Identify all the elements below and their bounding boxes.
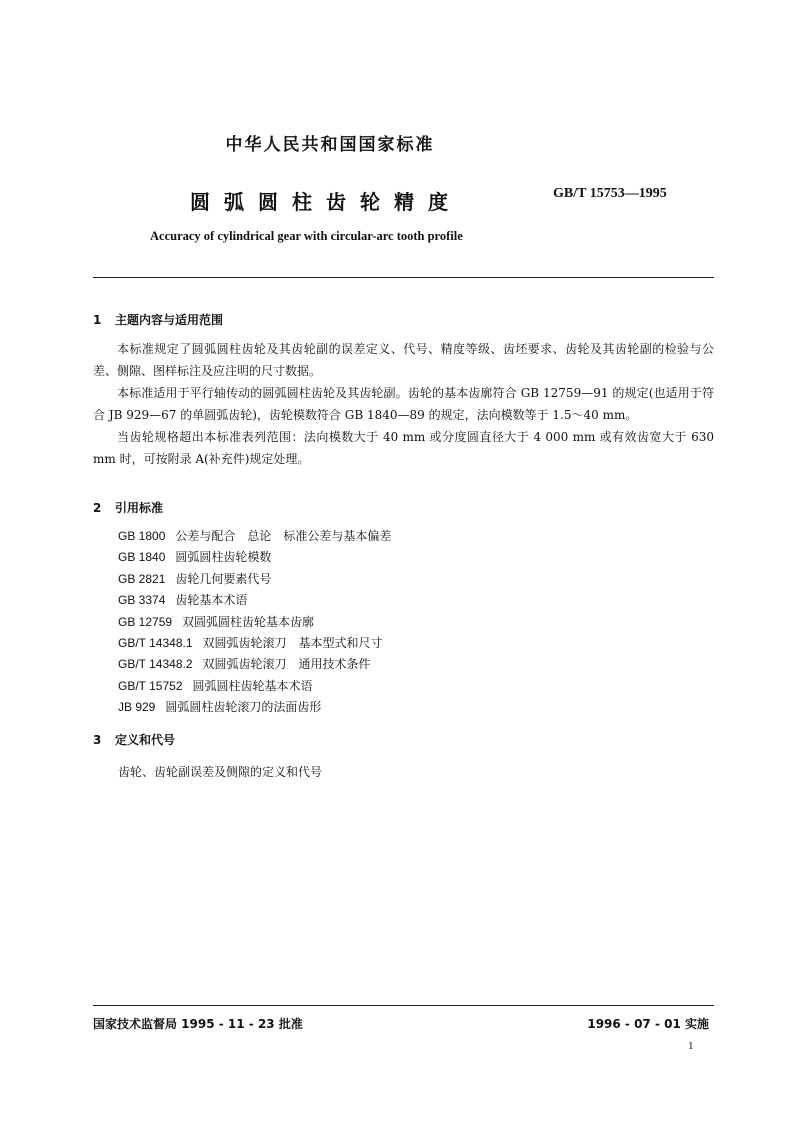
reference-title: 圆弧圆柱齿轮基本术语 [192,678,313,693]
national-standard-heading: 中华人民共和国国家标准 [225,135,435,155]
paragraph: 本标准适用于平行轴传动的圆弧圆柱齿轮及其齿轮副。齿轮的基本齿廓符合 GB 12759—91 的规定(也适用于符合 JB 929—67 的单圆弧齿轮)，齿轮模数符合 GB 1840—89 的规定，法向模数等于 1.5～40 mm。 [93,386,714,422]
reference-title: 双圆弧圆柱齿轮基本齿廓 [182,614,315,629]
reference-title: 双圆弧齿轮滚刀 基本型式和尺寸 [202,635,383,650]
section-title: 引用标准 [115,501,164,515]
section-3-heading [93,731,175,748]
paragraph: 当齿轮规格超出本标准表列范围：法向模数大于 40 mm 或分度圆直径大于 4 000 mm 或有效齿宽大于 630 mm 时，可按附录 A(补充件)规定处理。 [93,430,714,466]
list-item [118,590,391,611]
reference-code: GB 12759 [118,614,173,629]
reference-title: 圆弧圆柱齿轮模数 [175,550,272,565]
list-item [118,697,391,718]
section-title: 定义和代号 [115,733,176,747]
reference-title: 公差与配合 总论 标准公差与基本偏差 [175,529,392,543]
list-item [118,654,391,675]
reference-title: 圆弧圆柱齿轮滚刀的法面齿形 [165,700,322,715]
section-number: 3 [93,733,102,747]
list-item [118,612,391,633]
reference-code: JB 929 [118,700,156,715]
document-title: 圆弧圆柱齿轮精度 [190,190,462,214]
top-divider [93,277,714,278]
reference-code: GB 3374 [118,593,166,608]
reference-title: 齿轮几何要素代号 [175,571,272,586]
section-1-heading [93,311,223,328]
list-item [118,569,391,590]
reference-code: GB/T 14348.1 [118,635,193,650]
reference-code: GB 1840 [118,550,166,565]
list-item [118,633,391,654]
reference-code: GB/T 14348.2 [118,657,193,672]
reference-title: 齿轮基本术语 [175,593,248,608]
section-3-body: 齿轮、齿轮副误差及侧隙的定义和代号 [118,765,323,779]
section-title: 主题内容与适用范围 [115,313,224,327]
reference-list [118,526,391,719]
list-item [118,526,391,547]
implementation-text: 1996 - 07 - 01 实施 [587,1017,709,1031]
paragraph: 本标准规定了圆弧圆柱齿轮及其齿轮副的误差定义、代号、精度等级、齿坯要求、齿轮及其齿轮副的检验与公差、侧隙、图样标注及应注明的尺寸数据。 [93,342,714,378]
section-2-heading [93,499,163,516]
section-number: 2 [93,501,102,515]
list-item [118,547,391,568]
section-1-body [93,338,714,470]
section-number: 1 [93,313,102,327]
page-number: 1 [688,1040,694,1052]
bottom-divider [93,1005,714,1006]
english-title: Accuracy of cylindrical gear with circular-arc tooth profile [150,229,463,243]
reference-code: GB 2821 [118,571,166,586]
standard-number: GB/T 15753—1995 [553,186,667,201]
list-item [118,676,391,697]
reference-code: GB/T 15752 [118,678,183,693]
reference-title: 双圆弧齿轮滚刀 通用技术条件 [202,657,371,672]
reference-code: GB 1800 [118,529,166,543]
approval-text: 国家技术监督局 1995 - 11 - 23 批准 [93,1017,303,1031]
